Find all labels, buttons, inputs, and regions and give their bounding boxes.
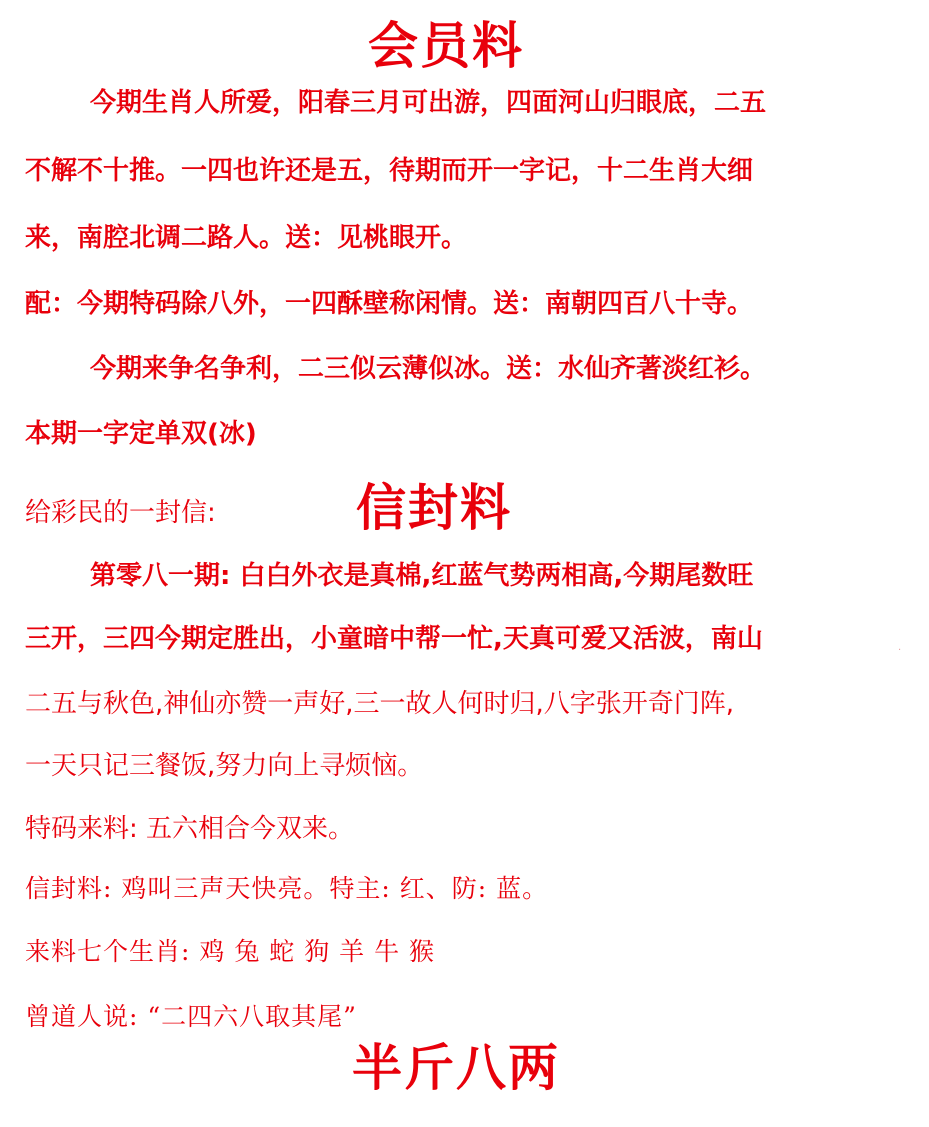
letter-line: 三开，三四今期定胜出，小童暗中帮一忙,天真可爱又活波，南山	[25, 624, 763, 654]
envelope-clue-line: 信封料: 鸡叫三声天快亮。特主: 红、防: 蓝。	[25, 874, 549, 903]
poem-line: 今期来争名争利，二三似云薄似冰。送：水仙齐著淡红衫。	[90, 354, 767, 384]
poem-line: 来，南腔北调二路人。送：见桃眼开。	[25, 223, 468, 253]
envelope-title: 信封料	[356, 478, 512, 537]
poem-line: 不解不十推。一四也许还是五，待期而开一字记，十二生肖大细	[25, 156, 754, 186]
zodiac-line: 来料七个生肖: 鸡 兔 蛇 狗 羊 牛 猴	[25, 937, 436, 966]
special-code-line: 特码来料: 五六相合今双来。	[25, 814, 355, 844]
poem-line: 本期一字定单双(冰)	[25, 419, 257, 449]
letter-line: 一天只记三餐饭,努力向上寻烦恼。	[25, 751, 424, 781]
scan-speck: ·	[898, 645, 902, 656]
letter-intro: 给彩民的一封信:	[25, 498, 216, 528]
poem-line: 配：今期特码除八外，一四酥壁称闲情。送：南朝四百八十寺。	[25, 289, 754, 319]
letter-line: 第零八一期: 白白外衣是真棉,红蓝气势两相高,今期尾数旺	[90, 561, 754, 591]
members-title: 会员料	[368, 16, 524, 75]
footer-title: 半斤八两	[352, 1038, 560, 1097]
letter-line: 二五与秋色,神仙亦赞一声好,三一故人何时归,八字张开奇门阵,	[25, 689, 735, 719]
poem-line: 今期生肖人所爱，阳春三月可出游，四面河山归眼底，二五	[90, 88, 767, 118]
saying-line: 曾道人说: “二四六八取其尾”	[25, 1002, 357, 1031]
